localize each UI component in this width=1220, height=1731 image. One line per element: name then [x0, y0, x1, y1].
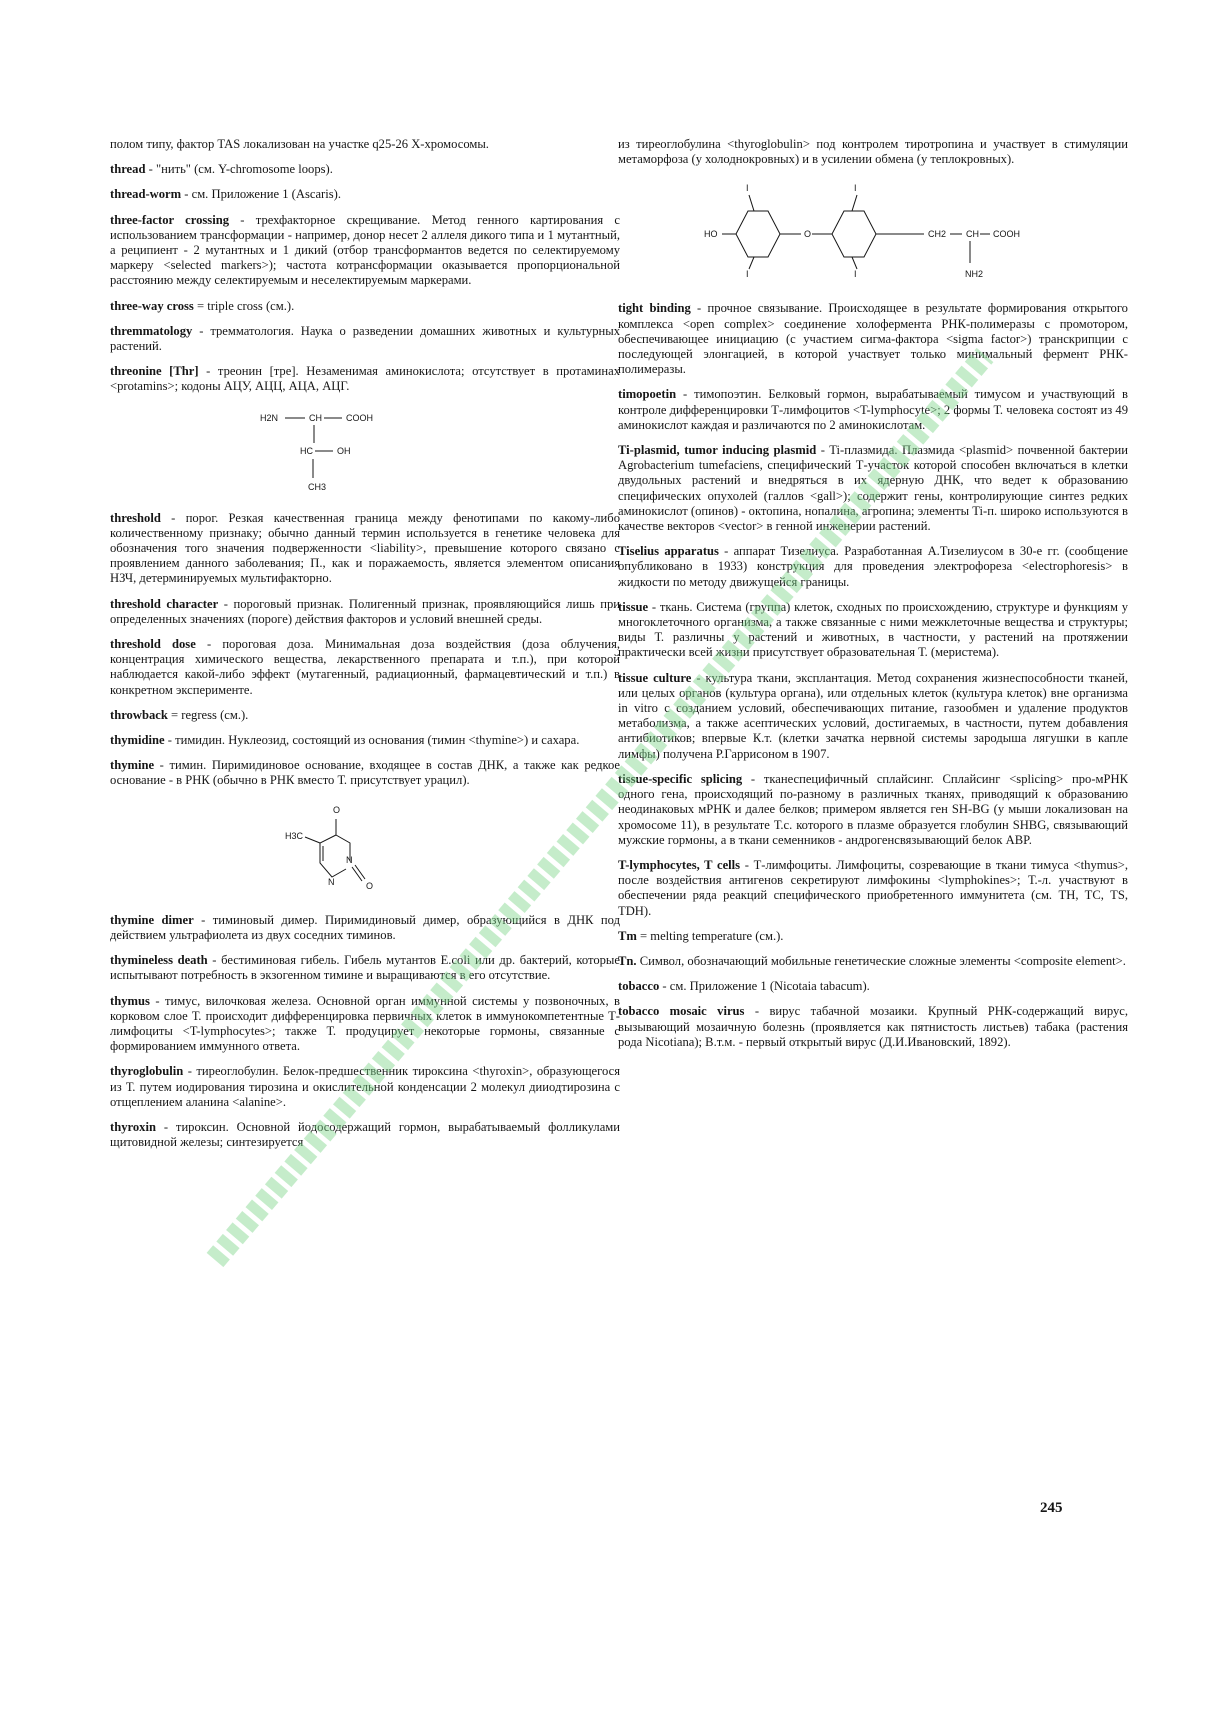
entry-tobacco [618, 979, 1128, 994]
entry-body: - тимопоэтин. Белковый гормон, вырабатываемый тимусом и участвующий в контроле дифференцировки Т-лимфоцитов <T-lymphocyte>; 2 формы Т. человека состоят из 49 аминокислот каждая и различаются по 2 аминокислотам. [618, 387, 1128, 432]
entry-term: three-way cross [110, 298, 194, 313]
entry-body: - бестиминовая гибель. Гибель мутантов E.coli или др. бактерий, которые испытывают потребность в экзогенном тимине и выращиваются в его отсутствие. [110, 953, 620, 983]
entry-term: timopoetin [618, 387, 677, 402]
entry-tight-binding [618, 301, 1128, 377]
entry-three-factor-crossing [110, 213, 620, 289]
entry-thread-worm [110, 187, 620, 202]
entry-term: Tm [618, 928, 637, 943]
entry-body: - Т-лимфоциты. Лимфоциты, созревающие в ткани тимуса <thymus>, после воздействия антигенов секретируют лимфокины <lymphokines>; Т.-л. участвуют в обеспечении ряда реакций специфического приобретенного иммунитета (см. TH, TC, TS, TDH). [618, 857, 1128, 918]
entry-thymineless-death [110, 953, 620, 983]
formula-n-bottom-label: N [328, 876, 335, 887]
entry-body: = melting temperature (см.). [636, 928, 784, 943]
entry-term: Tiselius apparatus [618, 544, 719, 559]
entry-thyroxin [110, 1120, 620, 1150]
entry-term: threshold [110, 510, 161, 525]
entry-thymine [110, 758, 620, 788]
entry-term: threshold dose [110, 637, 196, 652]
entry-term: three-factor crossing [110, 212, 230, 227]
entry-term: thyroxin [110, 1119, 156, 1134]
entry-thymine-dimer [110, 913, 620, 943]
entry-term: throwback [110, 707, 168, 722]
entry-tissue-culture [618, 671, 1128, 762]
entry-tissue [618, 600, 1128, 661]
entry-thyroglobulin [110, 1064, 620, 1110]
formula-o-label: O [804, 229, 812, 240]
entry-term: thymine [110, 758, 155, 773]
entry-body: - культура ткани, эксплантация. Метод сохранения жизнеспособности тканей, или целых органов (культура органа), или отдельных клеток (культура клеток) вне организма in vitro с созданием условий, обеспечивающих питание, газообмен и удаление продуктов метаболизма, а также асептических условий, достигаемых, в частности, путем добавления антибиотиков; впервые К.т. (клетки зачатка нервной системы зародыша лягушки в капле лимфы) получена Р.Гаррисоном в 1907. [618, 670, 1128, 761]
entry-thread [110, 162, 620, 177]
formula-ch-label: CH [309, 412, 322, 423]
entry-body: из тиреоглобулина <thyroglobulin> под контролем тиротропина и участвует в стимуляции метаморфоза (у холоднокровных) и в усилении обмена (у теплокровных). [618, 137, 1128, 167]
formula-o-bottom-label: O [366, 880, 374, 891]
entry-body: - трехфакторное скрещивание. Метод генного картирования с использованием трансформации - например, донор несет 2 аллеля дикого типа и 1 мутантный, а реципиент - 2 мутантных и 1 дикий (отбор трансформантов ведется по селектируемому маркеру <selected markers>); частота котрансформации оказывается пропорциональной расстоянию между селектируемым и неселектируемым маркерами. [110, 212, 620, 288]
entry-body: - порог. Резкая качественная граница между фенотипами по какому-либо количественному признаку; обычно данный термин используется в генетике человека для обозначения того значения подверженности <liability>, превышение которого связано с проявлением данного заболевания; П., как и поражаемость, является элементом описания НЗЧ, детерминируемых мультифакторно. [110, 510, 620, 586]
formula-h2n-label: H2N [260, 412, 279, 423]
entry-threshold [110, 511, 620, 587]
formula-i-label-2: I [746, 269, 749, 280]
formula-ho-label: HO [704, 229, 718, 240]
entry-term: threonine [Thr] [110, 364, 199, 379]
entry-tm [618, 929, 1128, 944]
entry-body: - тремматология. Наука о разведении домашних животных и культурных растений. [110, 323, 620, 354]
formula-nh2-label: NH2 [965, 269, 984, 280]
entry-term: Ti-plasmid, tumor inducing plasmid [618, 443, 817, 458]
thyroxin-structure-formula [618, 177, 1128, 287]
entry-body: - Ti-плазмида. Плазмида <plasmid> почвенной бактерии Agrobacterium tumefaciens, специфический Т-участок которой способен включаться в клетки двудольных растений и внедряться в их ядерную ДНК, что ведет к образованию специфических опухолей (галлов <gall>); содержит гены, контролирующие синтез редких аминокислот (опинов) - октопина, нопалина, агропина; элементы Ti-п. широко используются в качестве векторов <vector> в генной инженерии растений. [618, 443, 1128, 534]
formula-n-right-label: N [346, 854, 353, 865]
entry-term: threshold character [110, 596, 219, 611]
entry-body: - вирус табачной мозаики. Крупный РНК-содержащий вирус, вызывающий мозаичную болезнь (проявляется как пятнистость листьев) табака (растения рода Nicotiana); В.т.м. - первый открытый вирус (Д.И.Ивановский, 1892). [618, 1004, 1129, 1049]
entry-term: tobacco mosaic virus [618, 1004, 745, 1019]
entry-term: thymus [110, 993, 150, 1008]
entry-throwback [110, 708, 620, 723]
entry-term: tissue-specific splicing [618, 771, 743, 786]
entry-body: - аппарат Тизелиуса. Разработанная А.Тизелиусом в 30-е гг. (сообщение опубликовано в 1933) конструкция для проведения электрофореза <electrophoresis> в жидкости по методу движущейся границы. [618, 544, 1128, 589]
entry-tn [618, 954, 1128, 969]
entry-body: - тканеспецифичный сплайсинг. Сплайсинг <splicing> про-мРНК одного гена, происходящий по-разному в различных тканях, приводящий к образованию неодинаковых мРНК и далее белков; примером является ген SH-BG (у мыши локализован на хромосоме 11), в результате Т.с. которого в плазме образуется глобулин SHBG, связывающий мужские гормоны, а в ткани семенников - андрогенсвязывающий белок ABP. [618, 771, 1129, 847]
entry-thremmatology [110, 324, 620, 354]
entry-term: tight binding [618, 301, 691, 316]
formula-i-label-4: I [854, 269, 857, 280]
entry-body: - прочное связывание. Происходящее в результате формирования открытого комплекса <open complex> соединение холофермента РНК-полимеразы с промотором, обеспечивающее инициацию (с участием сигма-фактора <sigma factor>) транскрипции с последующей элонгацией, в которой участвует только минимальный фермент РНК-полимеразы. [618, 301, 1128, 377]
formula-o-top-label: O [333, 804, 341, 815]
entry-term: T-lymphocytes, T cells [618, 857, 741, 872]
entry-term: tobacco [618, 979, 660, 994]
formula-cooh-label: COOH [993, 229, 1020, 240]
entry-t-lymphocytes [618, 858, 1128, 919]
entry-body: Символ, обозначающий мобильные генетические сложные элементы <composite element>. [636, 953, 1126, 968]
entry-continuation [110, 137, 620, 152]
entry-term: thymidine [110, 733, 165, 748]
entry-term: tissue [618, 599, 649, 614]
entry-continuation [618, 137, 1128, 167]
entry-body: - треонин [тре]. Незаменимая аминокислота; отсутствует в протаминах <protamins>; кодоны АЦУ, АЦЦ, АЦА, АЦГ. [110, 364, 620, 394]
entry-body: - см. Приложение 1 (Nicotaia tabacum). [659, 979, 870, 994]
entry-body: - тимин. Пиримидиновое основание, входящее в состав ДНК, а также как редкое основание - в РНК (обычно в РНК вместо Т. присутствует урацил). [110, 758, 620, 788]
entry-thymidine [110, 733, 620, 748]
entry-thymus [110, 994, 620, 1055]
entry-body: - тимидин. Нуклеозид, состоящий из основания (тимин <thymine>) и сахара. [164, 733, 580, 748]
formula-ch2-label: CH2 [928, 229, 947, 240]
entry-body: = triple cross (см.). [193, 298, 295, 313]
formula-ch3-label: CH3 [308, 481, 327, 492]
entry-threshold-character [110, 597, 620, 627]
entry-timopoetin [618, 387, 1128, 433]
entry-term: Tn. [618, 953, 637, 968]
entry-three-way-cross [110, 299, 620, 314]
entry-body: - тиреоглобулин. Белок-предшественник тироксина <thyroxin>, образующегося из Т. путем иодирования тирозина и окислительной конденсации 2 молекул дииодтирозина с отщеплением аланина <alanine>. [110, 1064, 620, 1109]
entry-body: - ткань. Система (группа) клеток, сходных по происхождению, структуре и функциям у многоклеточного организма, а также связанные с ними межклеточные вещества и структуры; виды Т. различны у растений и животных, в частности, у растений на протяжении практически всей жизни присутствует образовательная Т. (меристема). [618, 599, 1128, 660]
entry-term: tissue culture [618, 670, 692, 685]
entry-body: - тиминовый димер. Пиримидиновый димер, образующийся в ДНК под действием ультрафиолета из двух соседних тиминов. [110, 912, 620, 942]
entry-term: thread [110, 162, 146, 177]
entry-body: - "нить" (см. Y-chromosome loops). [145, 162, 333, 177]
threonine-structure-formula [110, 405, 620, 497]
entry-term: thyroglobulin [110, 1064, 184, 1079]
formula-cooh-label: COOH [346, 412, 373, 423]
entry-body: - пороговый признак. Полигенный признак, проявляющийся лишь при определенных значениях (пороге) действия факторов и условий внешней среды. [110, 596, 620, 626]
entry-body: - тимус, вилочковая железа. Основной орган иммунной системы у позвоночных, в корковом слое Т. происходит дифференцировка первичных клеток в иммунокомпетентные Т-лимфоциты <T-lymphocytes>; также Т. продуцирует некоторые гормоны, связанные с формированием иммунного ответа. [110, 993, 620, 1054]
entry-ti-plasmid [618, 443, 1128, 534]
entry-term: thymine dimer [110, 912, 194, 927]
entry-body: - см. Приложение 1 (Ascaris). [181, 187, 341, 202]
formula-h3c-label: H3C [285, 830, 304, 841]
entry-tiselius-apparatus [618, 544, 1128, 590]
formula-i-label-3: I [854, 183, 857, 194]
right-column [618, 137, 1128, 1060]
thymine-structure-formula [110, 799, 620, 899]
entry-tobacco-mosaic-virus [618, 1004, 1128, 1050]
entry-term: thread-worm [110, 187, 182, 202]
entry-threshold-dose [110, 637, 620, 698]
entry-tissue-specific-splicing [618, 772, 1128, 848]
entry-threonine [110, 364, 620, 394]
left-column [110, 137, 620, 1160]
formula-i-label-1: I [746, 183, 749, 194]
entry-body: полом типу, фактор TAS локализован на участке q25-26 X-хромосомы. [110, 137, 489, 151]
entry-body: - тироксин. Основной йодосодержащий гормон, вырабатываемый фолликулами щитовидной железы; синтезируется [110, 1119, 620, 1150]
entry-body: - пороговая доза. Минимальная доза воздействия (доза облучения, концентрация химического вещества, лекарственного препарата и т.п.), при которой наблюдается какой-либо эффект (мутагенный, радиационный, фармацевтический и т.п.) в конкретном эксперименте. [110, 637, 621, 697]
formula-ch-label: CH [966, 229, 979, 240]
formula-oh-label: OH [337, 445, 351, 456]
entry-term: thymineless death [110, 953, 208, 968]
entry-body: = regress (см.). [167, 707, 249, 722]
page-number: 245 [1040, 1500, 1063, 1516]
entry-term: thremmatology [110, 323, 193, 338]
formula-hc-label: HC [300, 445, 313, 456]
